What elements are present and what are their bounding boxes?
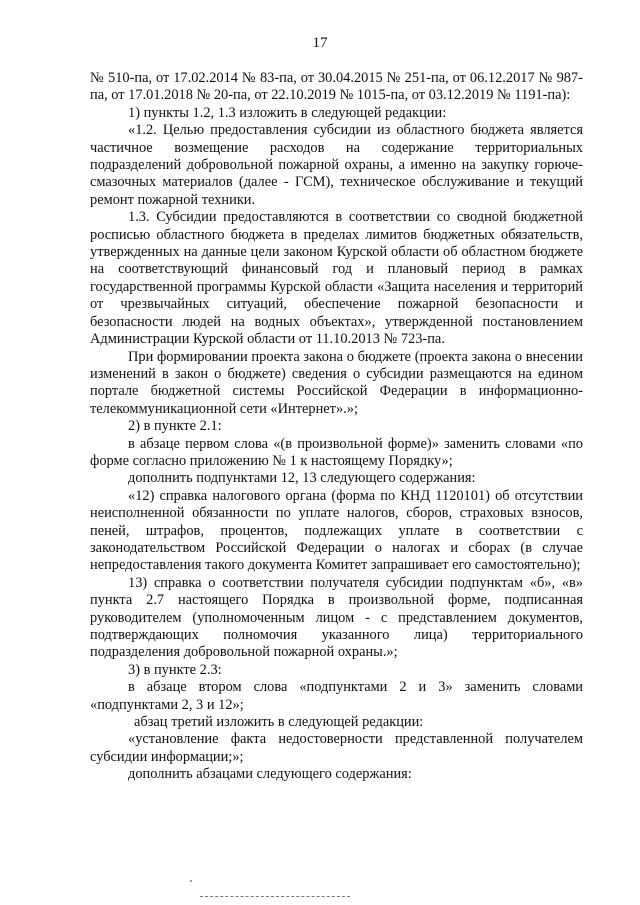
paragraph-quote-info: «установление факта недостоверности представленной получателем субсидии информации;»; xyxy=(90,731,583,765)
paragraph-subitem-13: 13) справка о соответствии получателя субсидии подпунктам «б», «в» пункта 2.7 настоящего Порядка в произвольной форме, подписанная руководителем (уполномоченным лицом - с представлением документов, подтверждающих полномочия указанного лица) территориального подразделения добровольной пожарной охраны.»; xyxy=(90,574,583,661)
page-number: 17 xyxy=(312,35,328,51)
scan-artifact-line xyxy=(200,896,350,898)
paragraph-item-2: 2) в пункте 2.1: xyxy=(128,418,222,435)
paragraph-clause-1-2: «1.2. Целью предоставления субсидии из областного бюджета является частичное возмещение расходов на содержание территориальных подразделений добровольной пожарной охраны, а именно на закупку горюче-смазочных материалов (далее - ГСМ), техническое обслуживание и текущий ремонт пожарной техники. xyxy=(90,122,583,208)
paragraph-budget-info: При формировании проекта закона о бюджете (проекта закона о внесении изменений в закон о бюджете) сведения о субсидии размещаются на едином портале бюджетной системы Российской Федерации в информационно-телекоммуникационной сети «Интернет».»; xyxy=(90,348,583,417)
paragraph-continuation: № 510-па, от 17.02.2014 № 83-па, от 30.04.2015 № 251-па, от 06.12.2017 № 987-па, от 17.01.2018 № 20-па, от 22.10.2019 № 1015-па, от 03.12.2019 № 1191-па): xyxy=(90,70,583,104)
paragraph-subitem-12: «12) справка налогового органа (форма по КНД 1120101) об отсутствии неисполненной обязанности по уплате налогов, сборов, страховых взносов, пеней, штрафов, процентов, подлежащих уплате в соответствии с законодательством Российской Федерации о налогах и сборах (в случае непредоставления такого документа Комитет запрашивает его самостоятельно); xyxy=(90,487,583,574)
paragraph-second-abstract: в абзаце втором слова «подпунктами 2 и 3» заменить словами «подпунктами 2, 3 и 12»; xyxy=(90,679,583,713)
paragraph-third-abstract: абзац третий изложить в следующей редакции: xyxy=(134,714,424,731)
paragraph-add-subitems: дополнить подпунктами 12, 13 следующего содержания: xyxy=(128,470,476,487)
document-body xyxy=(90,70,583,784)
paragraph-item-3: 3) в пункте 2.3: xyxy=(128,661,222,678)
paragraph-item-1: 1) пункты 1.2, 1.3 изложить в следующей редакции: xyxy=(128,104,447,121)
scan-artifact-dot xyxy=(190,880,192,882)
paragraph-add-abstracts: дополнить абзацами следующего содержания: xyxy=(128,766,412,783)
paragraph-clause-1-3: 1.3. Субсидии предоставляются в соответствии со сводной бюджетной росписью областного бюджета в пределах лимитов бюджетных обязательств, утвержденных на данные цели законом Курской области об областном бюджете на соответствующий финансовый год и плановый период в рамках государственной программы Курской области «Защита населения и территорий от чрезвычайных ситуаций, обеспечение пожарной безопасности и безопасности людей на водных объектах», утвержденной постановлением Администрации Курской области от 11.10.2013 № 723-па. xyxy=(90,209,583,348)
paragraph-replace-words: в абзаце первом слова «(в произвольной форме)» заменить словами «по форме согласно приложению № 1 к настоящему Порядку»; xyxy=(90,435,583,469)
